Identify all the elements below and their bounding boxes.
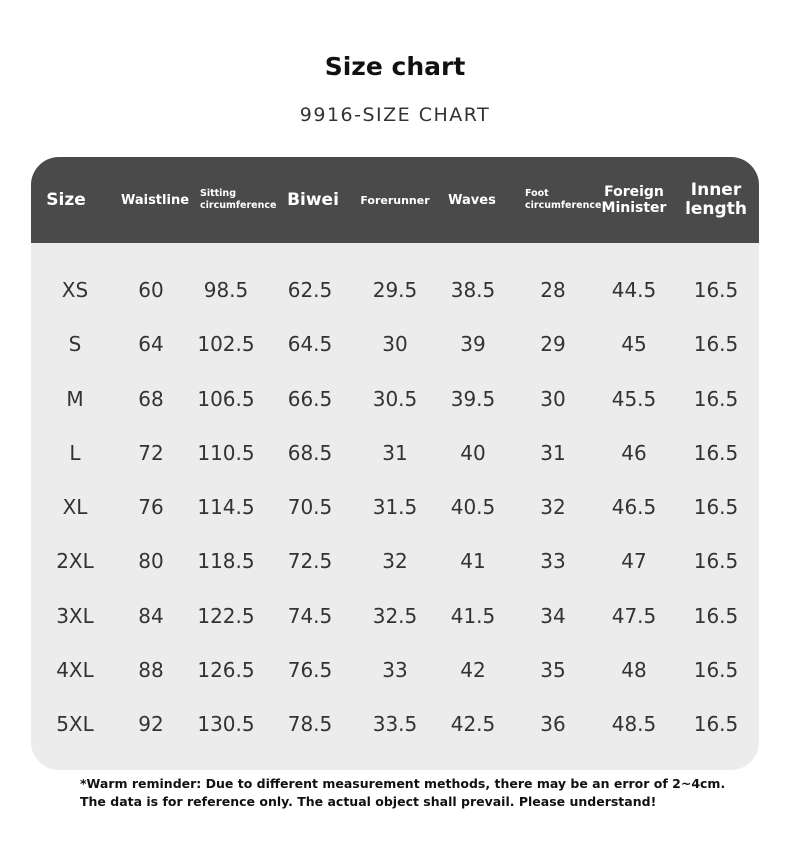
cell-sitting-circumference: 106.5	[197, 386, 255, 411]
header-biwei: Biwei	[287, 189, 339, 210]
cell-waves: 41	[460, 549, 486, 574]
header-sitting-circumference: Sitting circumference	[200, 188, 277, 211]
cell-size: 5XL	[56, 712, 94, 737]
table-row	[31, 643, 759, 697]
header-waves: Waves	[448, 192, 496, 208]
cell-forerunner: 30.5	[372, 386, 418, 411]
cell-inner-length: 16.5	[693, 440, 739, 465]
cell-size: 4XL	[56, 658, 94, 683]
cell-foot-circumference: 34	[540, 603, 566, 628]
cell-foot-circumference: 32	[540, 495, 566, 520]
cell-biwei: 78.5	[287, 712, 333, 737]
header-foreign-minister: Foreign Minister	[601, 184, 667, 216]
table-row	[31, 697, 759, 751]
cell-inner-length: 16.5	[693, 386, 739, 411]
cell-sitting-circumference: 110.5	[197, 440, 255, 465]
cell-size: 2XL	[56, 549, 94, 574]
cell-size: XL	[62, 495, 88, 520]
cell-inner-length: 16.5	[693, 658, 739, 683]
cell-foot-circumference: 28	[540, 278, 566, 302]
cell-waistline: 68	[138, 386, 164, 411]
size-chart-table	[31, 157, 759, 770]
cell-sitting-circumference: 122.5	[197, 603, 255, 628]
cell-foot-circumference: 35	[540, 658, 566, 683]
table-row	[31, 534, 759, 588]
cell-waistline: 64	[138, 332, 164, 357]
cell-biwei: 68.5	[287, 440, 333, 465]
cell-waves: 38.5	[450, 278, 496, 302]
cell-waves: 42	[460, 658, 486, 683]
cell-foot-circumference: 30	[540, 386, 566, 411]
cell-biwei: 76.5	[287, 658, 333, 683]
table-row	[31, 372, 759, 426]
cell-foreign-minister: 47.5	[611, 603, 657, 628]
reminder-line-2: The data is for reference only. The actual object shall prevail. Please understand!	[80, 794, 657, 809]
cell-inner-length: 16.5	[693, 603, 739, 628]
cell-waves: 42.5	[450, 712, 496, 737]
cell-foot-circumference: 31	[540, 440, 566, 465]
cell-biwei: 64.5	[287, 332, 333, 357]
cell-foreign-minister: 46	[621, 440, 647, 465]
cell-foreign-minister: 45.5	[611, 386, 657, 411]
cell-biwei: 74.5	[287, 603, 333, 628]
table-row	[31, 589, 759, 643]
table-row	[31, 426, 759, 480]
cell-foreign-minister: 45	[621, 332, 647, 357]
cell-biwei: 62.5	[287, 278, 333, 302]
cell-waistline: 88	[138, 658, 164, 683]
cell-size: M	[66, 386, 84, 411]
cell-sitting-circumference: 98.5	[203, 278, 249, 302]
cell-waves: 39	[460, 332, 486, 357]
cell-inner-length: 16.5	[693, 278, 739, 302]
header-foot-circumference: Foot circumference	[525, 188, 602, 211]
header-waistline: Waistline	[120, 192, 190, 208]
cell-forerunner: 33	[382, 658, 408, 683]
cell-biwei: 70.5	[287, 495, 333, 520]
cell-forerunner: 32.5	[372, 603, 418, 628]
cell-sitting-circumference: 102.5	[197, 332, 255, 357]
cell-foreign-minister: 48	[621, 658, 647, 683]
header-size: Size	[46, 189, 86, 210]
cell-sitting-circumference: 130.5	[197, 712, 255, 737]
header-inner-length: Inner length	[685, 180, 747, 219]
cell-waistline: 72	[138, 440, 164, 465]
page-title: Size chart	[324, 52, 466, 81]
cell-waistline: 60	[138, 278, 164, 302]
cell-waistline: 80	[138, 549, 164, 574]
cell-forerunner: 31	[382, 440, 408, 465]
table-body	[31, 263, 759, 752]
cell-size: XS	[61, 278, 89, 302]
cell-inner-length: 16.5	[693, 332, 739, 357]
cell-inner-length: 16.5	[693, 712, 739, 737]
reminder-line-1: *Warm reminder: Due to different measurement methods, there may be an error of 2~4cm.	[80, 776, 726, 791]
cell-foreign-minister: 46.5	[611, 495, 657, 520]
table-row	[31, 480, 759, 534]
cell-sitting-circumference: 114.5	[197, 495, 255, 520]
cell-sitting-circumference: 126.5	[197, 658, 255, 683]
page-subtitle: 9916-SIZE CHART	[299, 104, 491, 126]
cell-inner-length: 16.5	[693, 549, 739, 574]
cell-waves: 39.5	[450, 386, 496, 411]
cell-biwei: 66.5	[287, 386, 333, 411]
cell-foot-circumference: 33	[540, 549, 566, 574]
cell-waistline: 84	[138, 603, 164, 628]
cell-forerunner: 30	[382, 332, 408, 357]
cell-waves: 40.5	[450, 495, 496, 520]
warm-reminder	[80, 775, 760, 811]
cell-waistline: 92	[138, 712, 164, 737]
cell-forerunner: 31.5	[372, 495, 418, 520]
cell-forerunner: 33.5	[372, 712, 418, 737]
header-forerunner: Forerunner	[360, 193, 430, 207]
cell-foreign-minister: 44.5	[611, 278, 657, 302]
cell-foot-circumference: 29	[540, 332, 566, 357]
table-row	[31, 263, 759, 317]
cell-waistline: 76	[138, 495, 164, 520]
cell-forerunner: 32	[382, 549, 408, 574]
cell-size: 3XL	[56, 603, 94, 628]
cell-forerunner: 29.5	[372, 278, 418, 302]
cell-waves: 41.5	[450, 603, 496, 628]
cell-biwei: 72.5	[287, 549, 333, 574]
cell-foreign-minister: 47	[621, 549, 647, 574]
cell-size: L	[69, 440, 81, 465]
cell-foot-circumference: 36	[540, 712, 566, 737]
cell-waves: 40	[460, 440, 486, 465]
cell-inner-length: 16.5	[693, 495, 739, 520]
cell-foreign-minister: 48.5	[611, 712, 657, 737]
cell-sitting-circumference: 118.5	[197, 549, 255, 574]
table-header	[31, 157, 759, 243]
cell-size: S	[68, 332, 82, 357]
table-row	[31, 317, 759, 371]
